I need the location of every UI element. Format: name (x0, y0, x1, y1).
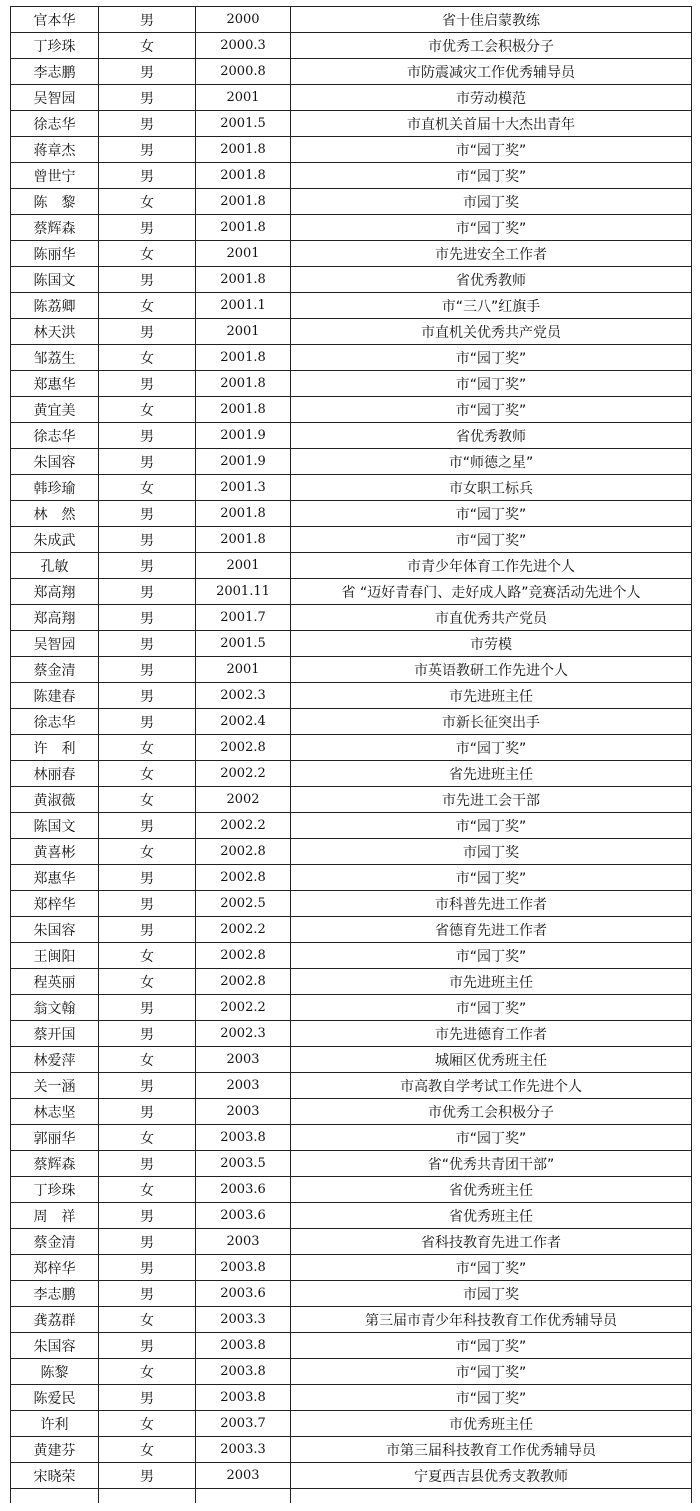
gender-cell: 女 (99, 761, 196, 787)
gender-cell: 女 (99, 1125, 196, 1151)
award-cell: 市科普先进工作者 (291, 891, 692, 917)
award-cell: 市“园丁奖” (291, 1255, 692, 1281)
gender-cell: 男 (99, 891, 196, 917)
award-cell: 市优秀工会积极分子 (291, 33, 692, 59)
name-cell: 曾世宁 (11, 163, 99, 189)
table-row (11, 1411, 692, 1437)
table-row (11, 215, 692, 241)
gender-cell: 女 (99, 787, 196, 813)
date-cell: 2001.11 (196, 579, 291, 605)
award-cell: 市园丁奖 (291, 189, 692, 215)
date-cell: 2001.8 (196, 397, 291, 423)
table-row (11, 397, 692, 423)
name-cell: 周 祥 (11, 1203, 99, 1229)
name-cell: 吴智园 (11, 631, 99, 657)
gender-cell: 女 (99, 1359, 196, 1385)
gender-cell: 男 (99, 1229, 196, 1255)
name-cell: 程英丽 (11, 969, 99, 995)
date-cell: 2001.9 (196, 423, 291, 449)
table-row (11, 969, 692, 995)
gender-cell: 女 (99, 33, 196, 59)
gender-cell: 女 (99, 735, 196, 761)
date-cell: 2000 (196, 7, 291, 33)
name-cell: 翁文翰 (11, 995, 99, 1021)
award-cell: 市“园丁奖” (291, 813, 692, 839)
table-row (11, 111, 692, 137)
award-cell: 市“园丁奖” (291, 371, 692, 397)
table-row (11, 371, 692, 397)
table-row (11, 319, 692, 345)
table-row (11, 657, 692, 683)
gender-cell: 男 (99, 137, 196, 163)
name-cell: 朱国容 (11, 917, 99, 943)
name-cell: 林 然 (11, 501, 99, 527)
gender-cell: 男 (99, 1333, 196, 1359)
name-cell: 朱国容 (11, 449, 99, 475)
name-cell: 陈建春 (11, 683, 99, 709)
award-cell: 省“优秀共青团干部” (291, 1151, 692, 1177)
award-cell: 市“三八”红旗手 (291, 293, 692, 319)
date-cell: 2001 (196, 553, 291, 579)
table-row (11, 1359, 692, 1385)
table-row (11, 1203, 692, 1229)
award-cell: 省德育先进工作者 (291, 917, 692, 943)
name-cell: 朱国容 (11, 1333, 99, 1359)
date-cell: 2002.3 (196, 1021, 291, 1047)
date-cell: 2001.8 (196, 267, 291, 293)
date-cell: 2001 (196, 241, 291, 267)
award-cell: 市“园丁奖” (291, 1359, 692, 1385)
table-row (11, 735, 692, 761)
table-row (11, 761, 692, 787)
date-cell: 2001.7 (196, 605, 291, 631)
name-cell: 陈 黎 (11, 189, 99, 215)
gender-cell: 男 (99, 1281, 196, 1307)
award-cell: 市“园丁奖” (291, 527, 692, 553)
name-cell: 李志鹏 (11, 1281, 99, 1307)
date-cell: 2001 (196, 319, 291, 345)
table-row (11, 579, 692, 605)
name-cell: 关一涵 (11, 1073, 99, 1099)
gender-cell: 男 (99, 1463, 196, 1489)
date-cell: 2002.8 (196, 735, 291, 761)
award-cell: 市先进安全工作者 (291, 241, 692, 267)
date-cell: 2001.9 (196, 449, 291, 475)
table-row (11, 527, 692, 553)
gender-cell: 男 (99, 553, 196, 579)
name-cell: 黄喜彬 (11, 839, 99, 865)
date-cell: 2002.8 (196, 943, 291, 969)
date-cell: 2000.8 (196, 59, 291, 85)
name-cell: 陈国文 (11, 267, 99, 293)
table-row (11, 1385, 692, 1411)
empty-cell (99, 1489, 196, 1504)
name-cell: 陈黎 (11, 1359, 99, 1385)
award-cell: 市先进班主任 (291, 683, 692, 709)
name-cell: 林丽春 (11, 761, 99, 787)
table-row (11, 59, 692, 85)
name-cell: 王闽阳 (11, 943, 99, 969)
date-cell: 2002.8 (196, 839, 291, 865)
award-table (10, 6, 692, 1503)
name-cell: 龚荔群 (11, 1307, 99, 1333)
table-row (11, 813, 692, 839)
date-cell: 2001.8 (196, 163, 291, 189)
award-cell: 市“园丁奖” (291, 943, 692, 969)
award-cell: 市第三届科技教育工作优秀辅导员 (291, 1437, 692, 1463)
award-cell: 省科技教育先进工作者 (291, 1229, 692, 1255)
gender-cell: 男 (99, 449, 196, 475)
award-cell: 市园丁奖 (291, 1281, 692, 1307)
date-cell: 2001.8 (196, 501, 291, 527)
gender-cell: 女 (99, 241, 196, 267)
award-cell: 市“园丁奖” (291, 735, 692, 761)
date-cell: 2002.8 (196, 969, 291, 995)
name-cell: 徐志华 (11, 709, 99, 735)
gender-cell: 女 (99, 1307, 196, 1333)
table-row (11, 501, 692, 527)
name-cell: 蔡开国 (11, 1021, 99, 1047)
gender-cell: 男 (99, 1385, 196, 1411)
gender-cell: 男 (99, 605, 196, 631)
date-cell: 2002.2 (196, 995, 291, 1021)
award-cell: 市“园丁奖” (291, 1333, 692, 1359)
table-row (11, 787, 692, 813)
table-row (11, 891, 692, 917)
date-cell: 2001.1 (196, 293, 291, 319)
gender-cell: 男 (99, 813, 196, 839)
name-cell: 郑惠华 (11, 865, 99, 891)
date-cell: 2001 (196, 85, 291, 111)
name-cell: 郑梓华 (11, 891, 99, 917)
award-cell: 市高教自学考试工作先进个人 (291, 1073, 692, 1099)
name-cell: 李志鹏 (11, 59, 99, 85)
name-cell: 林天洪 (11, 319, 99, 345)
name-cell: 林爱萍 (11, 1047, 99, 1073)
award-cell: 市“园丁奖” (291, 1385, 692, 1411)
table-row (11, 1229, 692, 1255)
gender-cell: 男 (99, 1099, 196, 1125)
award-cell: 市“园丁奖” (291, 137, 692, 163)
gender-cell: 男 (99, 631, 196, 657)
award-cell: 市“园丁奖” (291, 501, 692, 527)
table-row (11, 137, 692, 163)
date-cell: 2003 (196, 1463, 291, 1489)
table-row (11, 917, 692, 943)
gender-cell: 女 (99, 397, 196, 423)
name-cell: 黄建芬 (11, 1437, 99, 1463)
table-row (11, 7, 692, 33)
gender-cell: 男 (99, 1255, 196, 1281)
table-row (11, 449, 692, 475)
award-cell: 市园丁奖 (291, 839, 692, 865)
table-row (11, 163, 692, 189)
award-cell: 市女职工标兵 (291, 475, 692, 501)
date-cell: 2003 (196, 1229, 291, 1255)
date-cell: 2003.8 (196, 1385, 291, 1411)
name-cell: 蔡辉森 (11, 215, 99, 241)
table-row (11, 1125, 692, 1151)
award-cell: 市青少年体育工作先进个人 (291, 553, 692, 579)
award-cell: 市新长征突出手 (291, 709, 692, 735)
date-cell: 2003.5 (196, 1151, 291, 1177)
name-cell: 蔡辉森 (11, 1151, 99, 1177)
date-cell: 2003.6 (196, 1281, 291, 1307)
award-table-sheet (10, 6, 696, 1503)
table-row (11, 683, 692, 709)
date-cell: 2002.5 (196, 891, 291, 917)
award-cell: 市防震减灾工作优秀辅导员 (291, 59, 692, 85)
table-row (11, 943, 692, 969)
award-cell: 省十佳启蒙教练 (291, 7, 692, 33)
gender-cell: 男 (99, 709, 196, 735)
gender-cell: 男 (99, 527, 196, 553)
award-cell: 市“园丁奖” (291, 1125, 692, 1151)
date-cell: 2000.3 (196, 33, 291, 59)
table-row (11, 605, 692, 631)
table-row (11, 1021, 692, 1047)
award-cell: 市英语教研工作先进个人 (291, 657, 692, 683)
table-row (11, 1151, 692, 1177)
table-row (11, 995, 692, 1021)
date-cell: 2001.5 (196, 111, 291, 137)
date-cell: 2003.8 (196, 1125, 291, 1151)
gender-cell: 男 (99, 995, 196, 1021)
table-row (11, 839, 692, 865)
name-cell: 陈丽华 (11, 241, 99, 267)
award-cell: 市劳模 (291, 631, 692, 657)
date-cell: 2003.3 (196, 1307, 291, 1333)
award-cell: 市“师德之星” (291, 449, 692, 475)
gender-cell: 男 (99, 579, 196, 605)
award-cell: 市直机关优秀共产党员 (291, 319, 692, 345)
gender-cell: 男 (99, 319, 196, 345)
table-row (11, 1073, 692, 1099)
gender-cell: 男 (99, 501, 196, 527)
gender-cell: 男 (99, 371, 196, 397)
gender-cell: 男 (99, 163, 196, 189)
date-cell: 2003.6 (196, 1177, 291, 1203)
gender-cell: 女 (99, 1177, 196, 1203)
table-row (11, 293, 692, 319)
name-cell: 宋晓荣 (11, 1463, 99, 1489)
date-cell: 2001.8 (196, 527, 291, 553)
award-cell: 省优秀班主任 (291, 1177, 692, 1203)
award-cell: 市“园丁奖” (291, 397, 692, 423)
award-cell: 市“园丁奖” (291, 995, 692, 1021)
award-table-body (11, 7, 692, 1504)
award-cell: 市直机关首届十大杰出青年 (291, 111, 692, 137)
gender-cell: 男 (99, 865, 196, 891)
table-row (11, 709, 692, 735)
gender-cell: 男 (99, 111, 196, 137)
gender-cell: 男 (99, 1151, 196, 1177)
name-cell: 邹荔生 (11, 345, 99, 371)
date-cell: 2001.8 (196, 345, 291, 371)
gender-cell: 女 (99, 1047, 196, 1073)
gender-cell: 男 (99, 59, 196, 85)
gender-cell: 女 (99, 943, 196, 969)
table-row (11, 33, 692, 59)
name-cell: 官本华 (11, 7, 99, 33)
award-cell: 市直优秀共产党员 (291, 605, 692, 631)
award-cell: 市先进德育工作者 (291, 1021, 692, 1047)
date-cell: 2001.8 (196, 137, 291, 163)
date-cell: 2002.2 (196, 761, 291, 787)
table-row (11, 865, 692, 891)
table-row (11, 1047, 692, 1073)
name-cell: 蒋章杰 (11, 137, 99, 163)
date-cell: 2001.8 (196, 189, 291, 215)
date-cell: 2001.3 (196, 475, 291, 501)
gender-cell: 男 (99, 423, 196, 449)
date-cell: 2003.6 (196, 1203, 291, 1229)
table-row (11, 423, 692, 449)
name-cell: 陈爱民 (11, 1385, 99, 1411)
award-cell: 省优秀教师 (291, 423, 692, 449)
gender-cell: 女 (99, 475, 196, 501)
empty-cell (196, 1489, 291, 1504)
date-cell: 2003.7 (196, 1411, 291, 1437)
award-cell: 省优秀班主任 (291, 1203, 692, 1229)
award-cell: 市优秀工会积极分子 (291, 1099, 692, 1125)
table-row (11, 631, 692, 657)
date-cell: 2003 (196, 1073, 291, 1099)
award-cell: 省优秀教师 (291, 267, 692, 293)
table-row (11, 345, 692, 371)
table-row (11, 1333, 692, 1359)
gender-cell: 女 (99, 293, 196, 319)
gender-cell: 男 (99, 1021, 196, 1047)
award-cell: 市“园丁奖” (291, 215, 692, 241)
award-cell: 省 “迈好青春门、走好成人路”竞赛活动先进个人 (291, 579, 692, 605)
award-cell: 市先进工会干部 (291, 787, 692, 813)
name-cell: 丁珍珠 (11, 1177, 99, 1203)
date-cell: 2002.2 (196, 813, 291, 839)
date-cell: 2002 (196, 787, 291, 813)
name-cell: 蔡金清 (11, 657, 99, 683)
name-cell: 许利 (11, 1411, 99, 1437)
date-cell: 2003.8 (196, 1359, 291, 1385)
award-cell: 省先进班主任 (291, 761, 692, 787)
name-cell: 许 利 (11, 735, 99, 761)
gender-cell: 女 (99, 1411, 196, 1437)
date-cell: 2001.5 (196, 631, 291, 657)
empty-table-row (11, 1489, 692, 1504)
table-row (11, 1177, 692, 1203)
date-cell: 2002.8 (196, 865, 291, 891)
award-cell: 市劳动模范 (291, 85, 692, 111)
name-cell: 郑惠华 (11, 371, 99, 397)
name-cell: 林志坚 (11, 1099, 99, 1125)
date-cell: 2001 (196, 657, 291, 683)
empty-cell (11, 1489, 99, 1504)
date-cell: 2002.2 (196, 917, 291, 943)
table-row (11, 267, 692, 293)
table-row (11, 1463, 692, 1489)
award-cell: 宁夏西吉县优秀支教教师 (291, 1463, 692, 1489)
name-cell: 黄宜美 (11, 397, 99, 423)
name-cell: 郑高翔 (11, 579, 99, 605)
gender-cell: 男 (99, 1073, 196, 1099)
date-cell: 2003.8 (196, 1333, 291, 1359)
gender-cell: 女 (99, 345, 196, 371)
date-cell: 2003 (196, 1099, 291, 1125)
table-row (11, 241, 692, 267)
table-row (11, 1255, 692, 1281)
name-cell: 陈国文 (11, 813, 99, 839)
table-row (11, 85, 692, 111)
gender-cell: 女 (99, 189, 196, 215)
name-cell: 郑高翔 (11, 605, 99, 631)
table-row (11, 1099, 692, 1125)
gender-cell: 女 (99, 969, 196, 995)
table-row (11, 189, 692, 215)
date-cell: 2003 (196, 1047, 291, 1073)
date-cell: 2001.8 (196, 215, 291, 241)
award-cell: 市先进班主任 (291, 969, 692, 995)
award-cell: 第三届市青少年科技教育工作优秀辅导员 (291, 1307, 692, 1333)
table-row (11, 1437, 692, 1463)
name-cell: 郭丽华 (11, 1125, 99, 1151)
name-cell: 蔡金清 (11, 1229, 99, 1255)
name-cell: 丁珍珠 (11, 33, 99, 59)
award-cell: 市“园丁奖” (291, 865, 692, 891)
table-row (11, 475, 692, 501)
name-cell: 徐志华 (11, 423, 99, 449)
gender-cell: 女 (99, 839, 196, 865)
table-row (11, 553, 692, 579)
name-cell: 徐志华 (11, 111, 99, 137)
award-cell: 城厢区优秀班主任 (291, 1047, 692, 1073)
gender-cell: 男 (99, 683, 196, 709)
gender-cell: 男 (99, 1203, 196, 1229)
date-cell: 2001.8 (196, 371, 291, 397)
award-cell: 市优秀班主任 (291, 1411, 692, 1437)
gender-cell: 男 (99, 917, 196, 943)
empty-cell (291, 1489, 692, 1504)
date-cell: 2003.3 (196, 1437, 291, 1463)
gender-cell: 女 (99, 1437, 196, 1463)
award-cell: 市“园丁奖” (291, 345, 692, 371)
name-cell: 孔敏 (11, 553, 99, 579)
table-row (11, 1307, 692, 1333)
date-cell: 2003.8 (196, 1255, 291, 1281)
gender-cell: 男 (99, 7, 196, 33)
date-cell: 2002.3 (196, 683, 291, 709)
name-cell: 郑梓华 (11, 1255, 99, 1281)
name-cell: 吴智园 (11, 85, 99, 111)
date-cell: 2002.4 (196, 709, 291, 735)
table-row (11, 1281, 692, 1307)
gender-cell: 男 (99, 85, 196, 111)
name-cell: 陈荔卿 (11, 293, 99, 319)
award-cell: 市“园丁奖” (291, 163, 692, 189)
gender-cell: 男 (99, 215, 196, 241)
gender-cell: 男 (99, 657, 196, 683)
gender-cell: 男 (99, 267, 196, 293)
name-cell: 黄淑薇 (11, 787, 99, 813)
name-cell: 韩珍瑜 (11, 475, 99, 501)
name-cell: 朱成武 (11, 527, 99, 553)
